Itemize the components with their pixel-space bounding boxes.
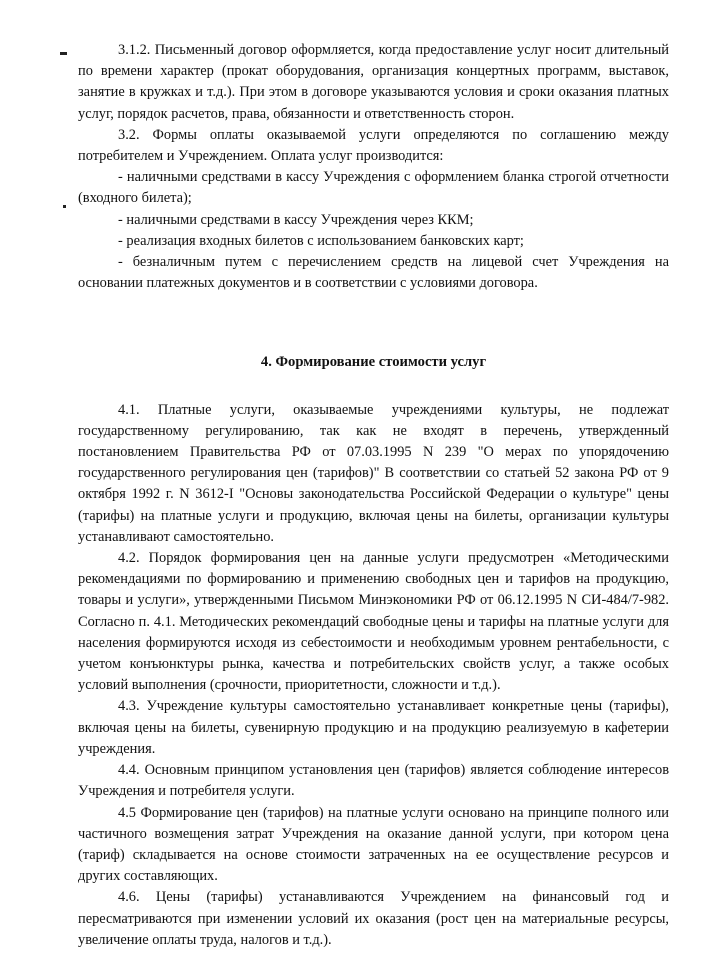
paragraph-4-1: 4.1. Платные услуги, оказываемые учреждениями культуры, не подлежат государственному регулированию, так как не входят в перечень, утвержденный постановлением Правительства РФ от 07.03.1995 N 239 "О мерах по упорядочению государственного регулирования цен (тарифов)" В соответствии со статьей 52 закона РФ от 9 октября 1992 г. N 3612-I "Основы законодательства Российской Федерации о культуре" цены (тарифы) на платные услуги и продукцию, включая цены на билеты, организации культуры устанавливают самостоятельно. bbox=[78, 401, 669, 545]
paragraph-4-3: 4.3. Учреждение культуры самостоятельно устанавливает конкретные цены (тарифы), включая цены на билеты, сувенирную продукцию и на продукцию реализуемую в кафетерии учреждения. bbox=[78, 698, 669, 757]
paragraph-4-2: 4.2. Порядок формирования цен на данные услуги предусмотрен «Методическими рекомендациями по формированию и применению свободных цен и тарифов на продукцию, товары и услуги», утвержденными Письмом Минэкономики РФ от 06.12.1995 N СИ-484/7-982. Согласно п. 4.1. Методических рекомендаций свободные цены и тарифы на платные услуги для населения формируются исходя из себестоимости и необходимым уровнем рентабельности, с учетом конъюнктуры рынка, качества и потребительских свойств услуг, а также особых условий выполнения (срочности, приоритетности, сложности и т.д.). bbox=[78, 550, 669, 694]
paragraph-3-2: 3.2. Формы оплаты оказываемой услуги определяются по соглашению между потребителем и Учреждением. Оплата услуг производится: bbox=[78, 126, 669, 165]
paragraph-3-1-2: 3.1.2. Письменный договор оформляется, когда предоставление услуг носит длительный по времени характер (прокат оборудования, организация концертных программ, выставок, занятие в кружках и т.д.). При этом в договоре указываются условия и сроки оказания платных услуг, порядок расчетов, права, обязанности и ответственность сторон. bbox=[78, 42, 669, 122]
paragraph-4-6: 4.6. Цены (тарифы) устанавливаются Учреждением на финансовый год и пересматриваются при изменении условий их оказания (рост цен на материальные ресурсы, увеличение оплаты труда, налогов и т.д.). bbox=[78, 889, 669, 948]
payment-item-3: - реализация входных билетов с использованием банковских карт; bbox=[118, 232, 524, 249]
scan-mark bbox=[60, 52, 67, 55]
scan-mark bbox=[63, 205, 66, 208]
section-4 bbox=[78, 352, 669, 950]
section-4-title: 4. Формирование стоимости услуг bbox=[260, 354, 487, 371]
paragraph-4-5: 4.5 Формирование цен (тарифов) на платные услуги основано на принципе полного или частичного возмещения затрат Учреждения на оказание данной услуги, при котором цена (тариф) складывается на основе стоимости затраченных на ее осуществление ресурсов и других составляющих. bbox=[78, 804, 669, 885]
payment-item-4: - безналичным путем с перечислением средств на лицевой счет Учреждения на основании платежных документов и в соответствии с условиями договора. bbox=[78, 254, 669, 292]
payment-item-2: - наличными средствами в кассу Учреждения через ККМ; bbox=[118, 211, 474, 228]
payment-item-1: - наличными средствами в кассу Учреждения с оформлением бланка строгой отчетности (входного билета); bbox=[78, 169, 669, 207]
section-3-continuation bbox=[78, 40, 669, 294]
paragraph-4-4: 4.4. Основным принципом установления цен (тарифов) является соблюдение интересов Учреждения и потребителя услуги. bbox=[78, 762, 669, 800]
